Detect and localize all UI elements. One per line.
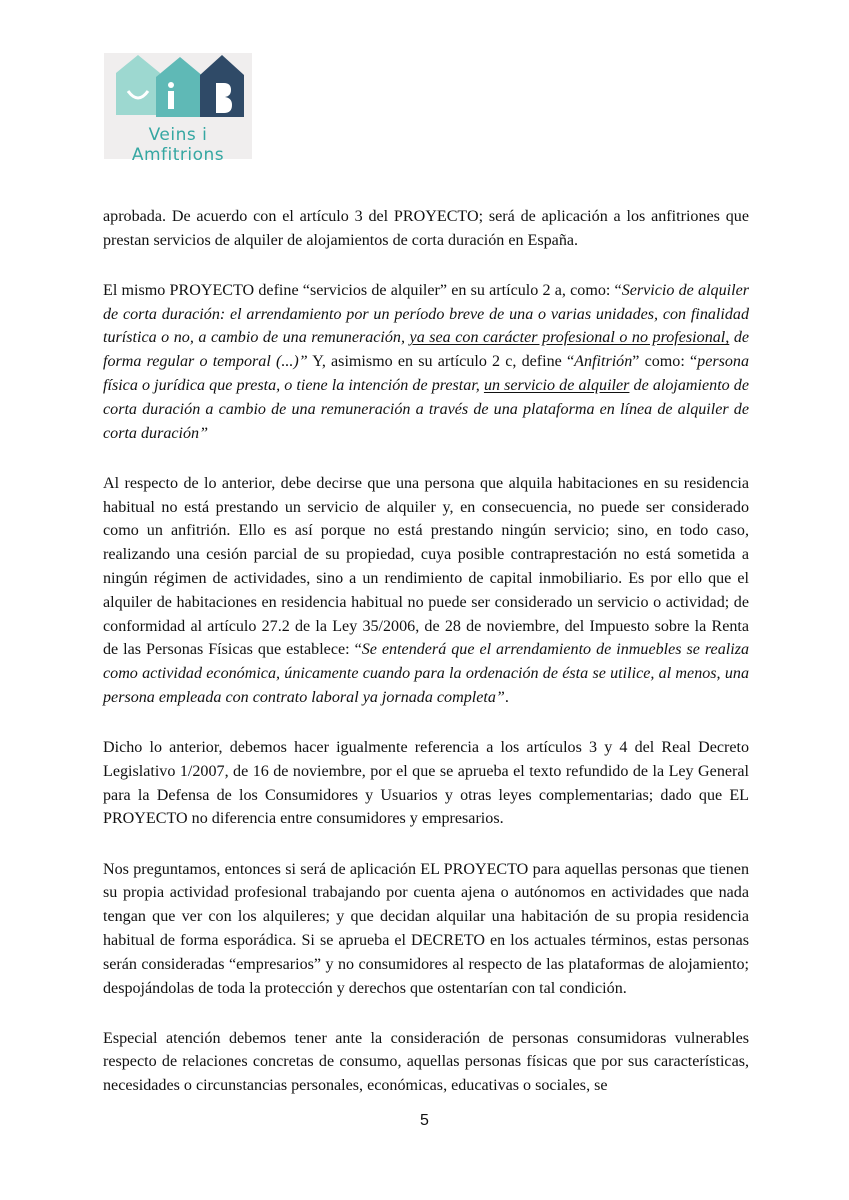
text-run: aprobada. De acuerdo con el artículo 3 del PROYECTO; será de aplicación a los anfitriones que prestan servicios de alquiler de alojamientos de corta duración en España. [103, 208, 749, 249]
text-run: Anfitrión [574, 353, 633, 371]
text-run: Dicho lo anterior, debemos hacer igualmente referencia a los artículos 3 y 4 del Real Decreto Legislativo 1/2007, de 16 de noviembre, por el que se aprueba el texto refundido de la Ley General para la Defensa de los Consumidores y Usuarios y otras leyes complementarias; dado que EL PROYECTO no diferencia entre consumidores y empresarios. [103, 739, 749, 828]
text-run: de forma regular o temporal (...)” [103, 329, 750, 371]
text-run: Se entenderá que el arrendamiento de inmuebles se realiza como actividad económica, únicamente cuando para la ordenación de ésta se utilice, al menos, una persona empleada con contrato laboral ya jornada completa” [103, 641, 749, 706]
text-run: ” como: “ [632, 353, 698, 371]
paragraph [103, 472, 749, 710]
paragraph [103, 1027, 749, 1098]
paragraph [103, 205, 749, 253]
text-run: El mismo PROYECTO define “servicios de alquiler” en su artículo 2 a, como: “ [103, 281, 622, 299]
text-run: de alojamiento de corta duración a cambio de una remuneración a través de una plataforma en línea de alquiler de corta duración” [103, 377, 750, 442]
paragraph [103, 858, 749, 1001]
paragraph [103, 279, 749, 446]
text-run: Y, asimismo en su artículo 2 c, define “ [307, 353, 575, 371]
paragraph [103, 736, 749, 831]
text-run: persona física o jurídica que presta, o tiene la intención de prestar, [103, 353, 749, 395]
text-run: un servicio de alquiler [483, 377, 630, 395]
document-body [103, 205, 749, 1098]
text-run: ya sea con carácter profesional o no profesional, [409, 329, 730, 347]
text-run: Nos preguntamos, entonces si será de aplicación EL PROYECTO para aquellas personas que tienen su propia actividad profesional trabajando por cuenta ajena o autónomos en actividades que nada tengan que ver con los alquileres; y que decidan alquilar una habitación de su propia residencia habitual de forma esporádica. Si se aprueba el DECRETO en los actuales términos, estas personas serán consideradas “empresarios” y no consumidores al respecto de las plataformas de alojamiento; despojándolas de toda la protección y derechos que ostentarían con tal condición. [103, 860, 749, 997]
text-run: . [504, 688, 509, 706]
text-run: Especial atención debemos tener ante la consideración de personas consumidoras vulnerables respecto de relaciones concretas de consumo, aquellas personas físicas que por sus características, necesidades o circunstancias personales, económicas, educativas o sociales, se [103, 1029, 749, 1095]
logo [104, 53, 252, 165]
logo-text: Veins i Amfitrions [131, 125, 225, 165]
text-run: Al respecto de lo anterior, debe decirse que una persona que alquila habitaciones en su residencia habitual no está prestando un servicio de alquiler y, en consecuencia, no puede ser considerado como un anfitrión. Ello es así porque no está prestando ningún servicio; sino, en todo caso, realizando una cesión parcial de su propiedad, cuya posible contraprestación no está sometida a ningún régimen de actividades, sino a un rendimiento de capital inmobiliario. Es por ello que el alquiler de habitaciones en residencia habitual no puede ser considerado un servicio o actividad; de conformidad al artículo 27.2 de la Ley 35/2006, de 28 de noviembre, del Impuesto sobre la Renta de las Personas Físicas que establece: “ [103, 474, 749, 659]
text-run: Servicio de alquiler de corta duración: el arrendamiento por un período breve de una o varias unidades, con finalidad turística o no, a cambio de una remuneración, [103, 281, 749, 347]
page-number: 5 [420, 1112, 429, 1129]
